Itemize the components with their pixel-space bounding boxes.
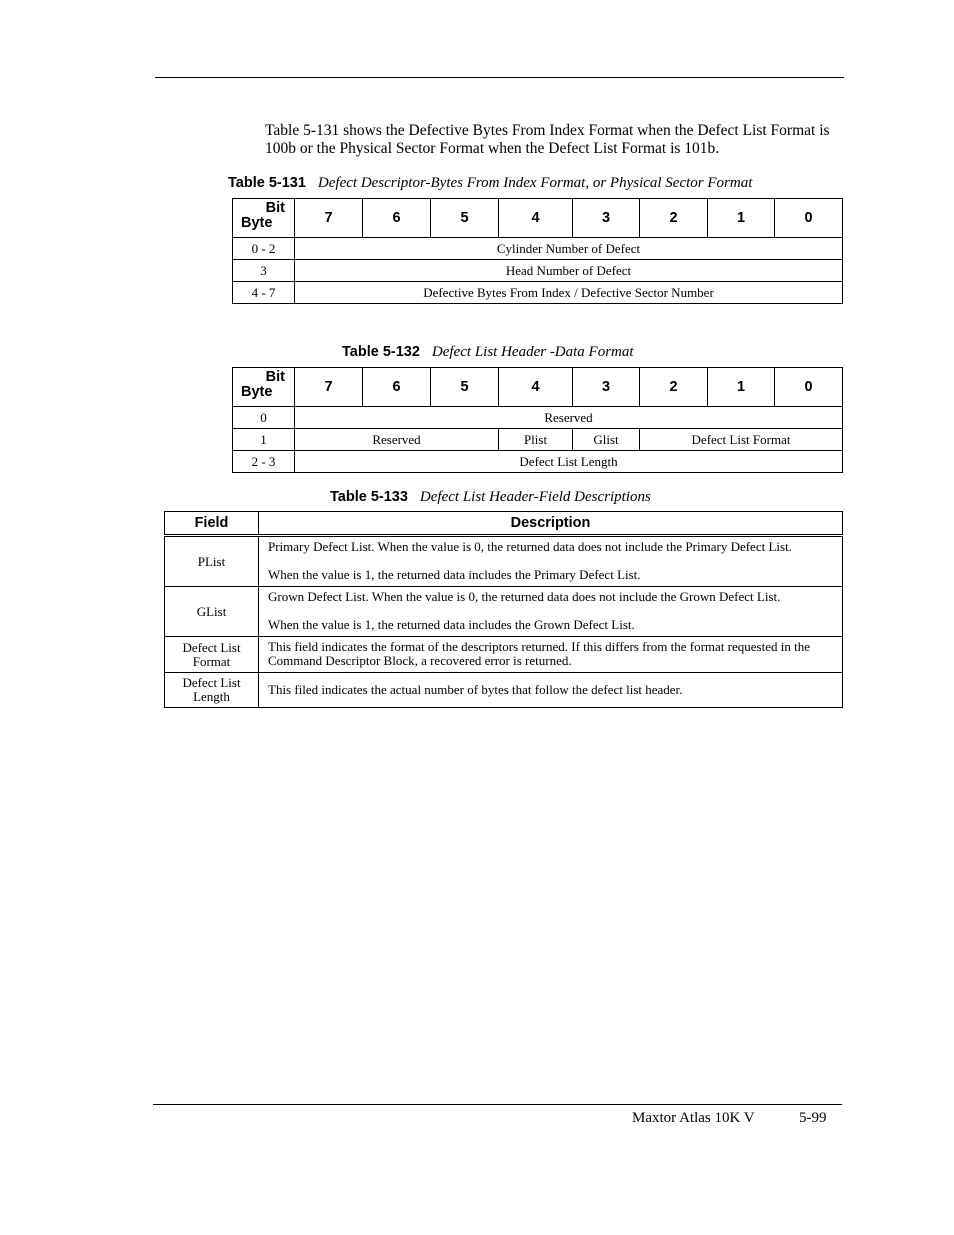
table-row	[233, 282, 843, 304]
bit-label: Bit	[265, 200, 285, 216]
bit-3: 3	[573, 368, 640, 407]
field-cell	[165, 637, 259, 673]
byte-cell: 3	[233, 260, 295, 282]
byte-cell: 0	[233, 407, 295, 429]
field-cell: GList	[165, 587, 259, 637]
field-cell: Defective Bytes From Index / Defective Sector Number	[295, 282, 843, 304]
bit-label: Bit	[265, 369, 285, 385]
table-132	[232, 367, 843, 473]
plist-cell: Plist	[499, 429, 573, 451]
header-rule	[155, 77, 844, 78]
description-cell	[259, 587, 843, 637]
table-133-header-row	[165, 512, 843, 536]
bit-5: 5	[431, 199, 499, 238]
table-131-caption	[228, 175, 752, 192]
field-cell: Defect List Length	[295, 451, 843, 473]
table-row	[165, 587, 843, 637]
bit-3: 3	[573, 199, 640, 238]
bit-byte-cell	[233, 199, 295, 238]
bit-1: 1	[708, 368, 775, 407]
table-row	[233, 238, 843, 260]
table-131-number: Table 5-131	[228, 175, 306, 191]
description-text: When the value is 1, the returned data includes the Grown Defect List.	[268, 617, 635, 632]
byte-cell: 1	[233, 429, 295, 451]
bit-byte-cell	[233, 368, 295, 407]
table-row	[233, 451, 843, 473]
bit-4: 4	[499, 368, 573, 407]
byte-cell: 0 - 2	[233, 238, 295, 260]
table-row	[165, 536, 843, 587]
bit-0: 0	[775, 368, 843, 407]
table-132-title: Defect List Header -Data Format	[431, 344, 634, 360]
column-header-field: Field	[165, 512, 259, 536]
table-132-header-row	[233, 368, 843, 407]
byte-cell: 2 - 3	[233, 451, 295, 473]
bit-5: 5	[431, 368, 499, 407]
footer-product: Maxtor Atlas 10K V	[632, 1110, 755, 1126]
field-line: Defect List	[182, 639, 241, 655]
field-cell: PList	[165, 536, 259, 587]
table-132-number: Table 5-132	[342, 344, 420, 360]
page-number: 5-99	[799, 1110, 827, 1126]
glist-cell: Glist	[573, 429, 640, 451]
table-row	[233, 407, 843, 429]
table-133-number: Table 5-133	[330, 489, 408, 505]
bit-0: 0	[775, 199, 843, 238]
table-row	[233, 260, 843, 282]
intro-paragraph: Table 5-131 shows the Defective Bytes From Index Format when the Defect List Format is 100b or the Physical Sector Format when the Defect List Format is 101b.	[265, 122, 830, 157]
table-row	[233, 429, 843, 451]
field-cell: Cylinder Number of Defect	[295, 238, 843, 260]
field-line: Format	[192, 653, 231, 669]
description-text: Primary Defect List. When the value is 0, the returned data does not include the Primary Defect List.	[268, 539, 792, 554]
bit-2: 2	[640, 199, 708, 238]
bit-6: 6	[363, 368, 431, 407]
bit-4: 4	[499, 199, 573, 238]
column-header-description: Description	[259, 512, 843, 536]
table-133-title: Defect List Header-Field Descriptions	[419, 489, 651, 505]
description-cell	[259, 637, 843, 673]
description-text: This filed indicates the actual number of bytes that follow the defect list header.	[268, 681, 683, 697]
table-131	[232, 198, 843, 304]
description-cell	[259, 673, 843, 708]
byte-cell: 4 - 7	[233, 282, 295, 304]
table-133	[164, 511, 843, 708]
field-cell: Reserved	[295, 407, 843, 429]
reserved-cell: Reserved	[295, 429, 499, 451]
table-131-title: Defect Descriptor-Bytes From Index Format, or Physical Sector Format	[317, 175, 753, 191]
table-132-caption	[342, 344, 634, 361]
field-cell	[165, 673, 259, 708]
field-cell: Head Number of Defect	[295, 260, 843, 282]
byte-label: Byte	[241, 384, 273, 400]
footer-rule	[153, 1104, 842, 1105]
bit-7: 7	[295, 368, 363, 407]
bit-6: 6	[363, 199, 431, 238]
description-text: Grown Defect List. When the value is 0, the returned data does not include the Grown Defect List.	[268, 589, 781, 604]
description-text: When the value is 1, the returned data includes the Primary Defect List.	[268, 567, 641, 582]
table-131-header-row	[233, 199, 843, 238]
defect-list-format-cell: Defect List Format	[640, 429, 843, 451]
bit-7: 7	[295, 199, 363, 238]
description-cell	[259, 536, 843, 587]
byte-label: Byte	[241, 215, 273, 231]
field-line: Length	[193, 689, 230, 704]
table-row	[165, 637, 843, 673]
table-row	[165, 673, 843, 708]
table-133-caption	[330, 489, 651, 506]
description-text: This field indicates the format of the descriptors returned. If this differs from the format requested in the Command Descriptor Block, a recovered error is returned.	[268, 639, 810, 668]
bit-1: 1	[708, 199, 775, 238]
bit-2: 2	[640, 368, 708, 407]
field-line: Defect List	[182, 675, 241, 690]
